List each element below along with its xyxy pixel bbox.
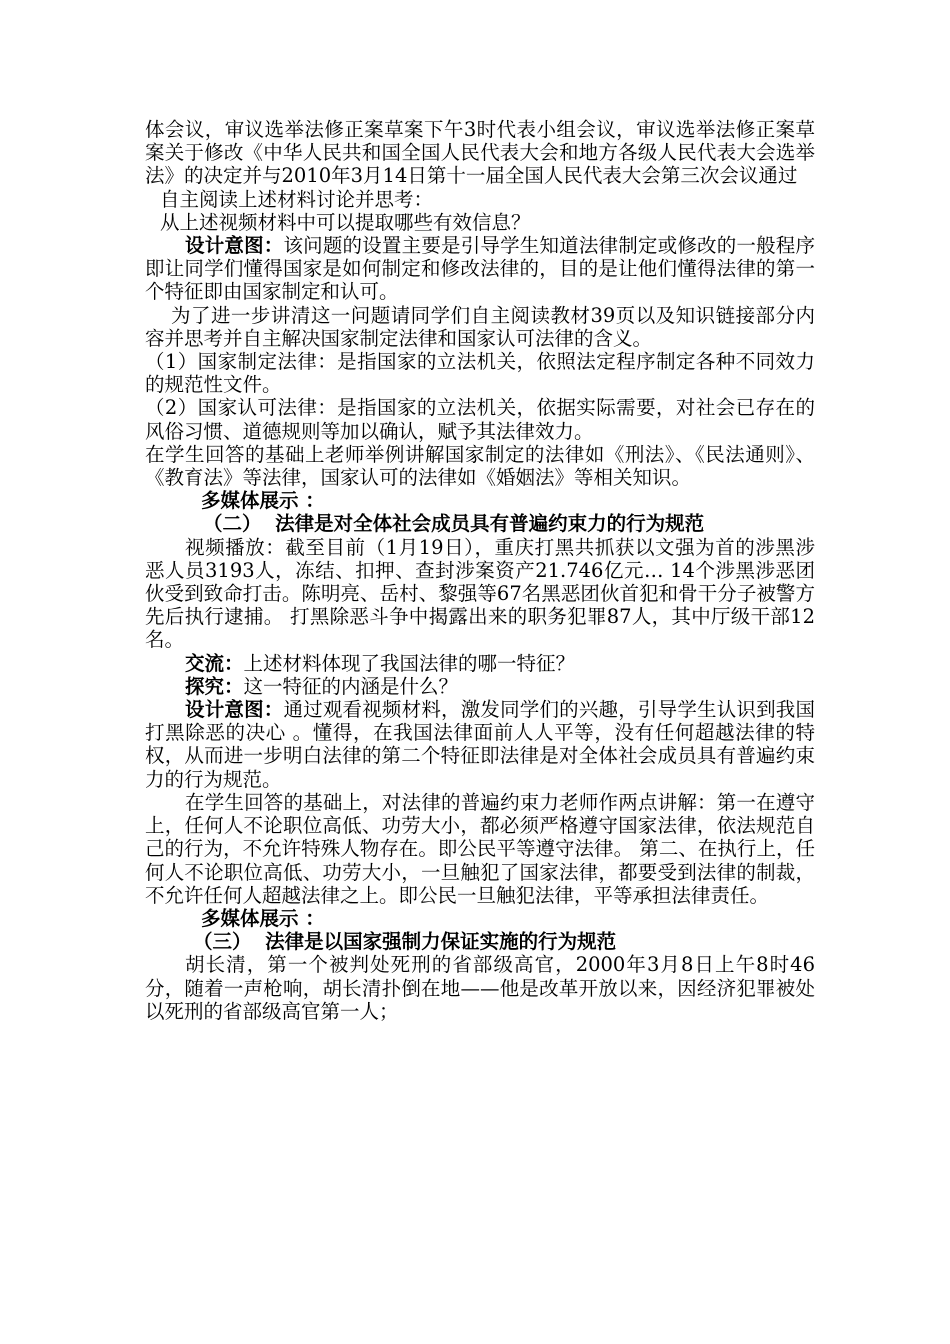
paragraph-further-explain: 为了进一步讲清这一问题请同学们自主阅读教材39页以及知识链接部分内容并思考并自主解决国家制定法律和国家认可法律的含义。 — [145, 303, 815, 350]
exchange-text: 上述材料体现了我国法律的哪一特征？ — [243, 651, 576, 675]
paragraph-hu-changqing: 胡长清，第一个被判处死刑的省部级高官，2000年3月8日上午8时46分，随着一声枪响，胡长清扑倒在地——他是改革开放以来，因经济犯罪被处以死刑的省部级高官第一人； — [145, 953, 815, 1023]
exchange-label: 交流： — [185, 651, 244, 675]
paragraph-read-discuss: 自主阅读上述材料讨论并思考： — [160, 187, 434, 211]
explore-label: 探究： — [185, 674, 244, 698]
paragraph-question-info: 从上述视频材料中可以提取哪些有效信息？ — [160, 210, 531, 234]
design-intent-text-2: 通过观看视频材料，激发同学们的兴趣，引导学生认识到我国打黑除恶的决心 。懂得，在我国法律面前人人平等，没有任何超越法律的特权，从而进一步明白法律的第二个特征即法律是对全体社会成员具有普遍约束力的行为规范。 — [145, 698, 815, 791]
paragraph-state-recognize: （2）国家认可法律：是指国家的立法机关，依据实际需要，对社会已存在的风俗习惯、道德规则等加以确认，赋予其法律效力。 — [145, 396, 815, 443]
paragraph-teacher-examples: 在学生回答的基础上老师举例讲解国家制定的法律如《刑法》、《民法通则》、《教育法》等法律，国家认可的法律如《婚姻法》等相关知识。 — [145, 442, 815, 490]
explore-text: 这一特征的内涵是什么？ — [243, 674, 459, 698]
multimedia-heading-1: 多媒体展示 ： — [201, 489, 325, 513]
paragraph-explore — [145, 675, 815, 698]
design-intent-text: 该问题的设置主要是引导学生知道法律制定或修改的一般程序即让同学们懂得国家是如何制定和修改法律的，目的是让他们懂得法律的第一个特征即由国家制定和认可。 — [145, 234, 815, 304]
paragraph-state-enact: （1）国家制定法律：是指国家的立法机关，依照法定程序制定各种不同效力的规范性文件。 — [145, 350, 815, 397]
paragraph-design-intent-2 — [145, 698, 815, 791]
paragraph-exchange — [145, 652, 815, 675]
multimedia-heading-2: 多媒体展示 ： — [201, 906, 325, 930]
design-intent-label: 设计意图： — [185, 234, 284, 258]
design-intent-label-2: 设计意图： — [185, 698, 284, 722]
paragraph-design-intent-1 — [145, 234, 815, 304]
document-page — [145, 118, 815, 1023]
paragraph-video-playback: 视频播放：截至目前（1月19日），重庆打黑共抓获以文强为首的涉黑涉恶人员3193人，冻结、扣押、查封涉案资产21.746亿元… 14个涉黑涉恶团伙受到致命打击。陈明亮、岳村、黎强等67名黑恶团伙首犯和骨干分子被警方先后执行逮捕。 打黑除恶斗争中揭露出来的职务犯罪87人，其中厅级干部12名。 — [145, 535, 815, 652]
section-heading-2: （二） 法律是对全体社会成员具有普遍约束力的行为规范 — [203, 512, 705, 536]
paragraph-universal-binding: 在学生回答的基础上，对法律的普遍约束力老师作两点讲解：第一在遵守上，任何人不论职位高低、功劳大小，都必须严格遵守国家法律，依法规范自己的行为，不允许特殊人物存在。即公民平等遵守法律。 第二、在执行上，任何人不论职位高低、功劳大小，一旦触犯了国家法律，都要受到法律的制裁，不允许任何人超越法律之上。即公民一旦触犯法律，平等承担法律责任。 — [145, 790, 815, 907]
section-heading-3: （三） 法律是以国家强制力保证实施的行为规范 — [193, 930, 617, 954]
paragraph-election-law: 体会议，审议选举法修正案草案下午3时代表小组会议，审议选举法修正案草案关于修改《中华人民共和国全国人民代表大会和地方各级人民代表大会选举法》的决定并与2010年3月14日第十一届全国人民代表大会第三次会议通过 — [145, 118, 815, 188]
